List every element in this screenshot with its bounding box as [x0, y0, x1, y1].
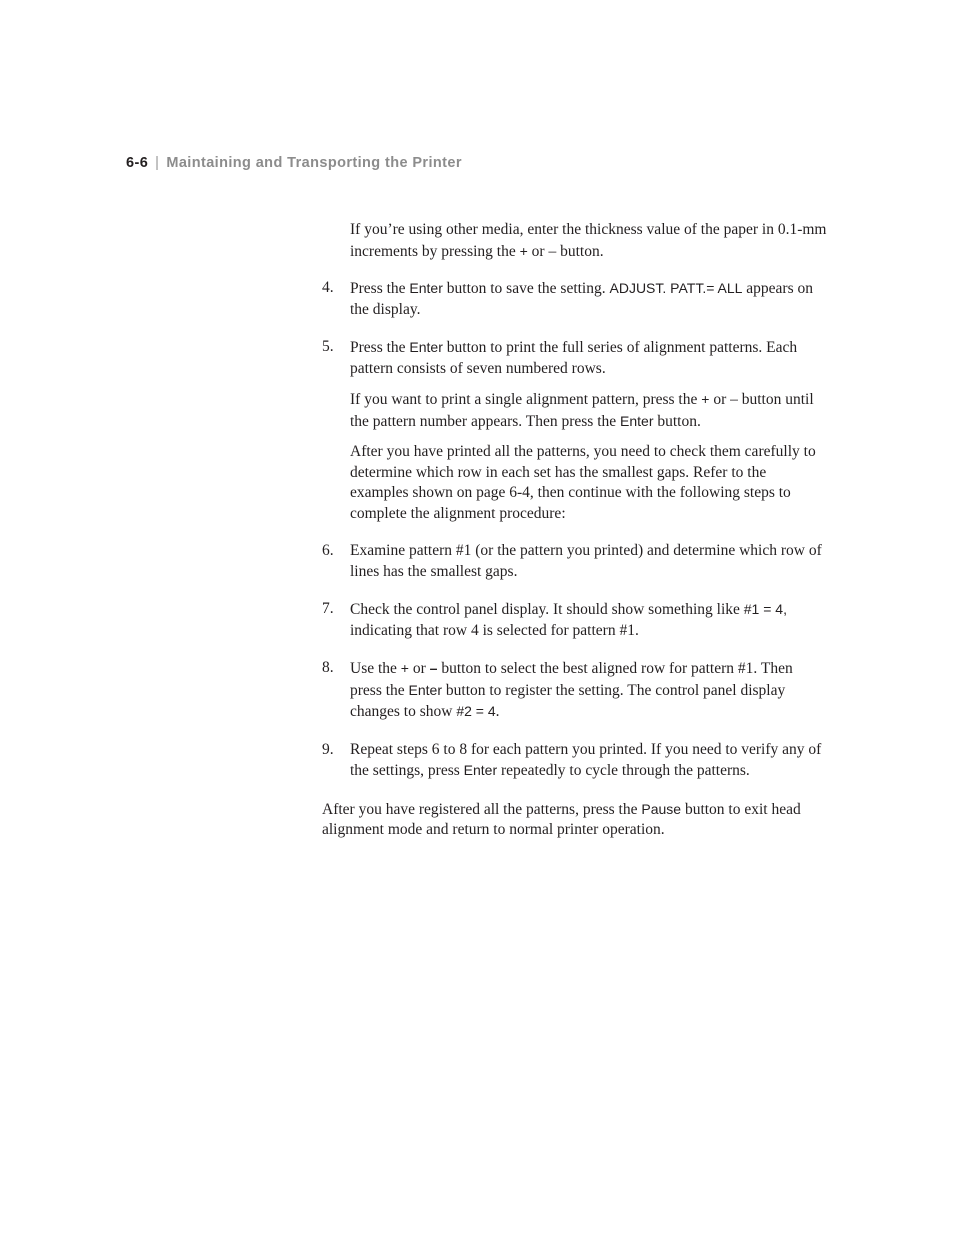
display-message: #1 = 4, [743, 601, 787, 617]
step-number: 7. [322, 600, 334, 617]
enter-button-label: Enter [620, 412, 654, 429]
plus-button-label: + [519, 242, 528, 259]
step-number: 6. [322, 542, 334, 559]
step-number: 4. [322, 279, 334, 296]
step-text: Press the Enter button to print the full series of alignment patterns. Each pattern consists of seven numbered rows. [350, 339, 798, 377]
chapter-title: Maintaining and Transporting the Printer [166, 155, 462, 171]
step-7 [322, 599, 828, 641]
step-text: Press the Enter button to save the setting. ADJUST. PATT.= ALL appears on the display. [350, 280, 814, 318]
step-6 [322, 541, 828, 582]
display-message: #2 = 4 [456, 703, 496, 719]
plus-button-label: + [701, 391, 710, 407]
step-8 [322, 658, 828, 723]
step-5 [322, 337, 828, 524]
main-content [322, 220, 828, 841]
step-text: Repeat steps 6 to 8 for each pattern you printed. If you need to verify any of the settings, press Enter repeatedly to cycle through the patterns. [350, 740, 822, 779]
enter-button-label: Enter [409, 339, 443, 355]
minus-button-label: – [429, 660, 438, 676]
header-separator: | [155, 155, 160, 171]
step-text: Examine pattern #1 (or the pattern you printed) and determine which row of lines has the smallest gaps. [350, 542, 822, 580]
pause-button-label: Pause [641, 800, 682, 817]
running-header [126, 155, 462, 171]
step-9 [322, 740, 828, 782]
step-number: 9. [322, 740, 334, 758]
page-number: 6-6 [126, 155, 149, 171]
step-text: Use the + or – button to select the best aligned row for pattern #1. Then press the Enter button to register the setting. The control panel display changes to show #2 = 4. [350, 660, 793, 720]
step-text: Check the control panel display. It should show something like #1 = 4, indicating that row 4 is selected for pattern #1. [350, 601, 787, 639]
closing-paragraph: After you have registered all the patterns, press the Pause button to exit head alignment mode and return to normal printer operation. [322, 800, 801, 838]
enter-button-label: Enter [463, 762, 498, 778]
display-message: ADJUST. PATT.= ALL [609, 280, 743, 296]
step-note: After you have printed all the patterns, you need to check them carefully to determine which row in each set has the smallest gaps. Refer to the examples shown on page 6-4, then continue with the following steps to complete the alignment procedure: [350, 443, 816, 522]
step-4 [322, 278, 828, 320]
plus-button-label: + [400, 660, 409, 676]
enter-button-label: Enter [409, 280, 443, 296]
intro-paragraph: If you’re using other media, enter the thickness value of the paper in 0.1-mm increments by pressing the + or – button. [350, 221, 827, 260]
enter-button-label: Enter [408, 681, 443, 698]
step-number: 8. [322, 659, 334, 676]
step-number: 5. [322, 338, 334, 355]
step-note: If you want to print a single alignment pattern, press the + or – button until the pattern number appears. Then press the Enter button. [350, 391, 814, 430]
